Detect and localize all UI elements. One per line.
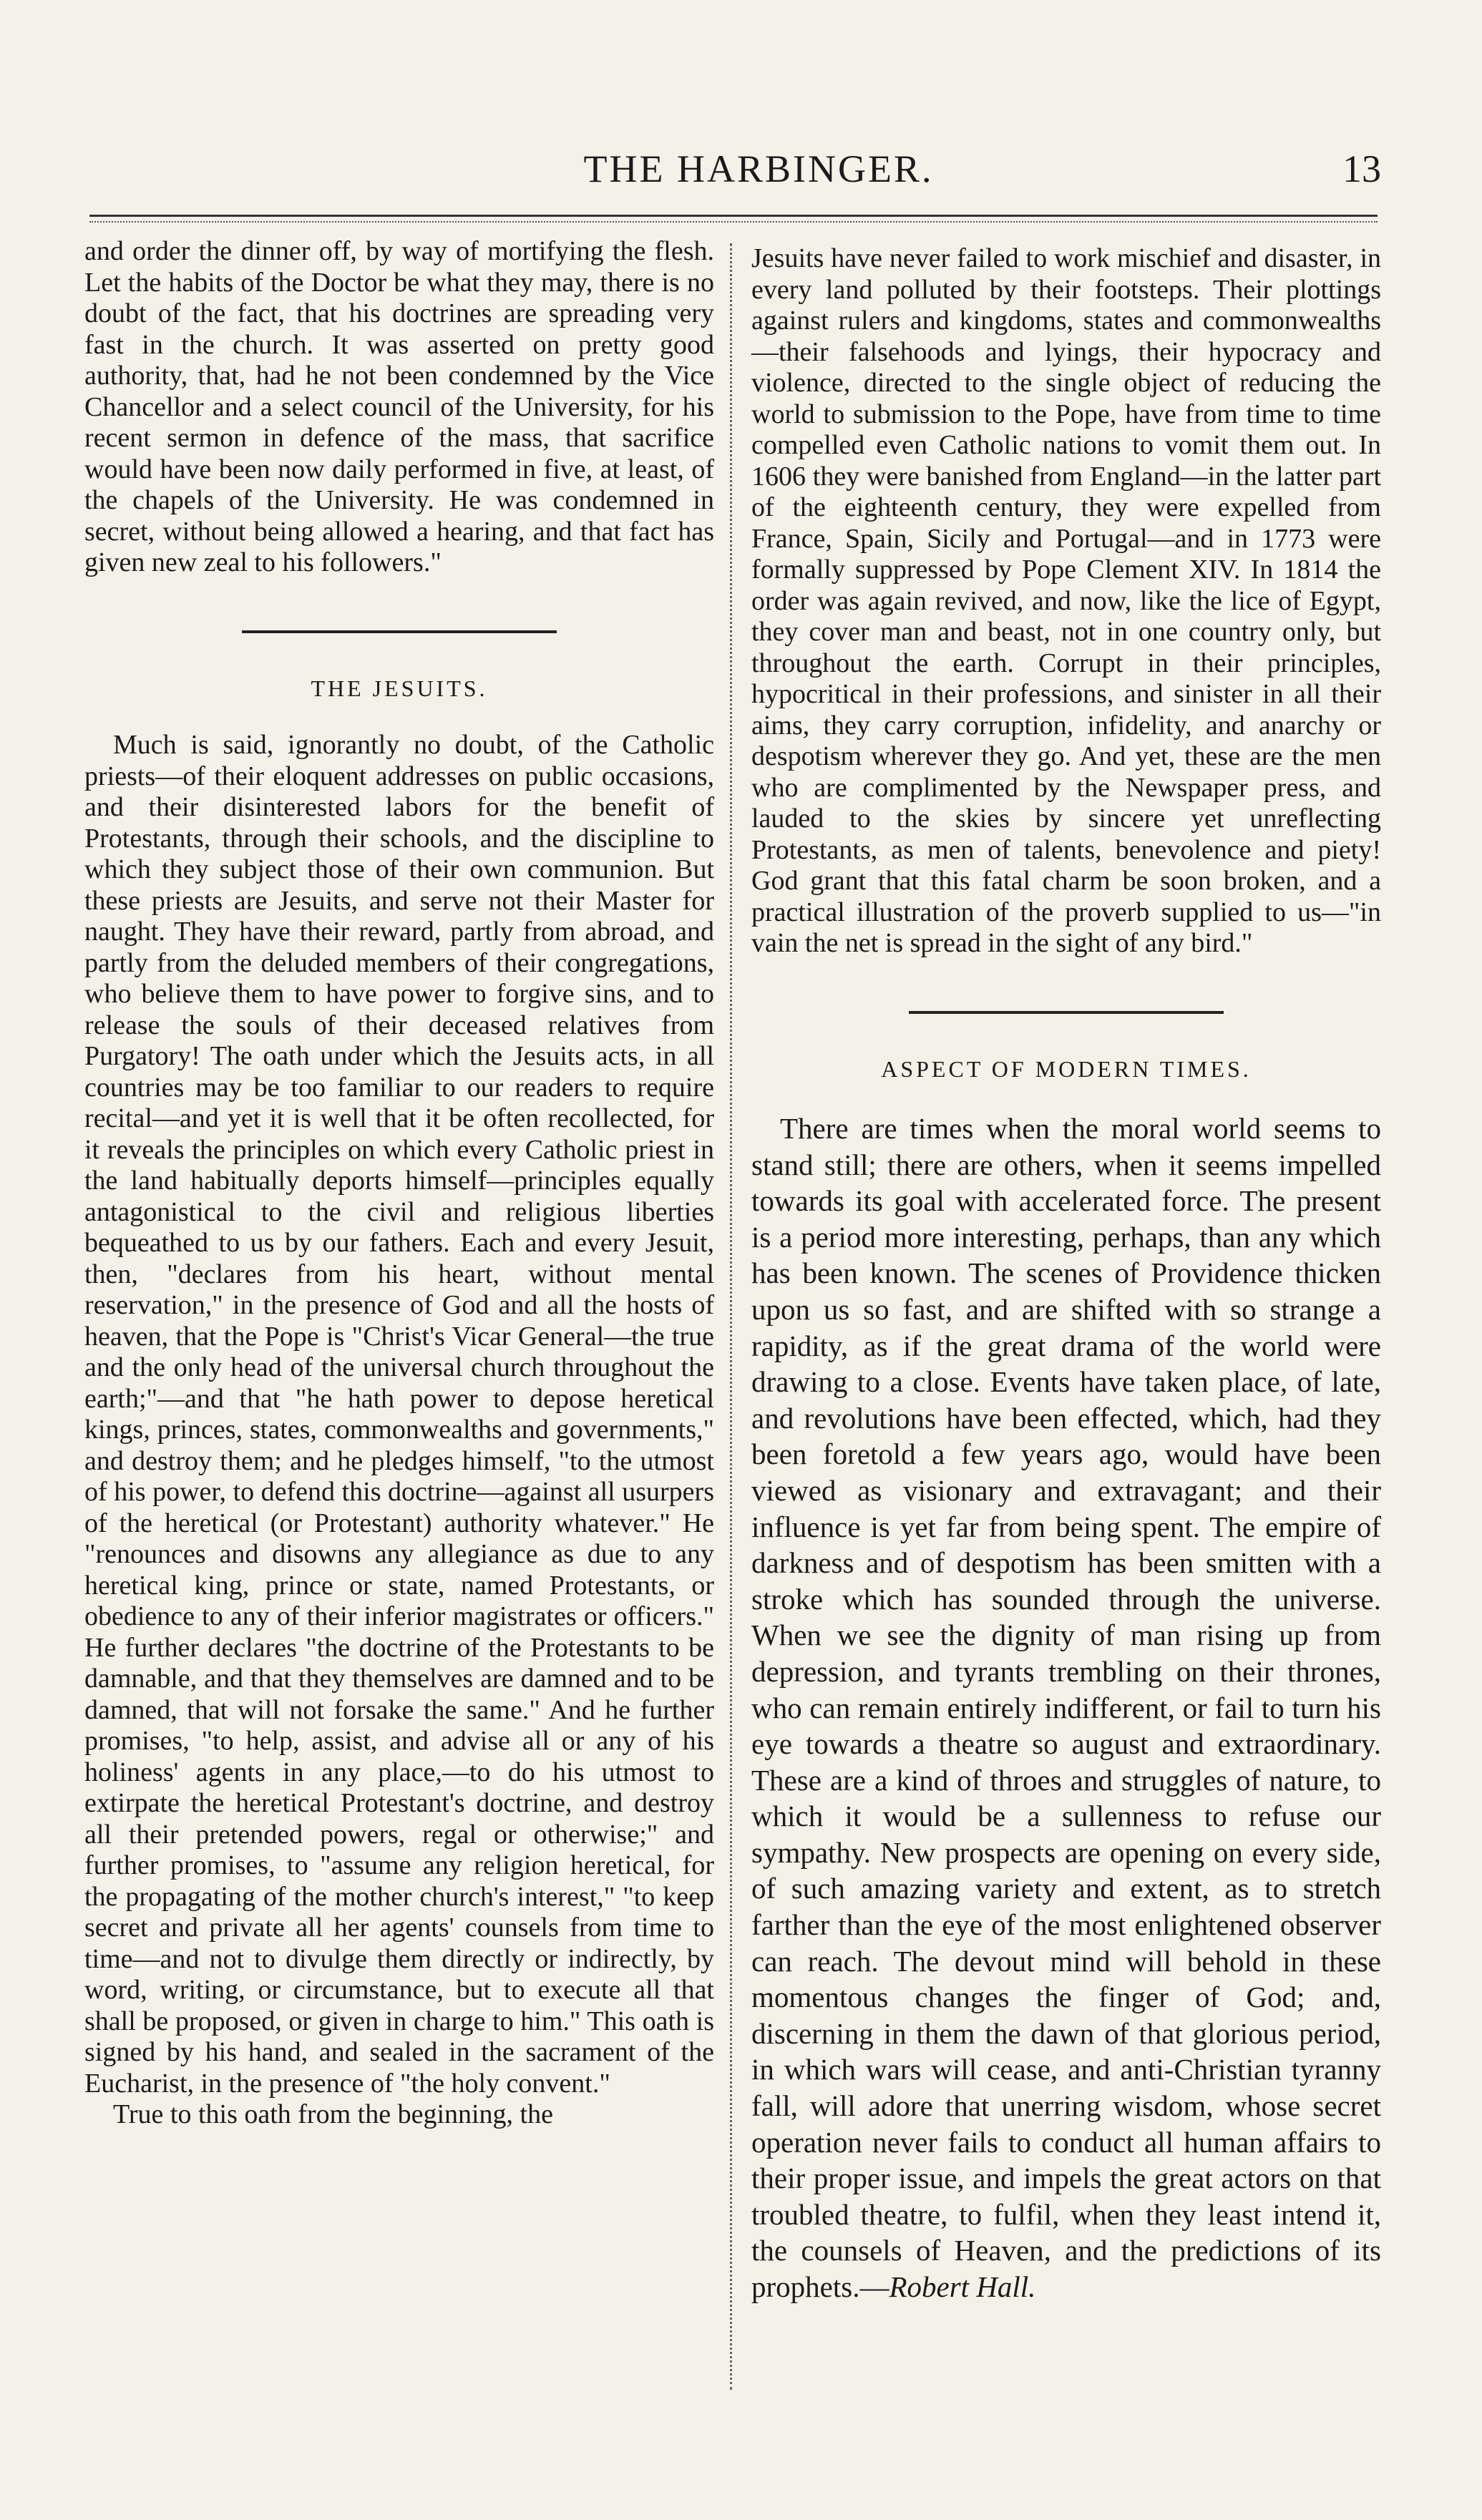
article-paragraph [751,1110,1381,2305]
section-separator [242,630,557,633]
right-column [751,243,1381,2305]
continued-paragraph: Jesuits have never failed to work mischief and disaster, in every land polluted by their footsteps. Their plottings against rulers and kingdoms, states and commonwealths—their falsehoods and lyings, their hypocracy and violence, directed to the single object of reducing the world to submission to the Pope, have from time to time compelled even Catholic nations to vomit them out. In 1606 they were banished from England—in the latter part of the eighteenth century, they were expelled from France, Spain, Sicily and Portugal—and in 1773 were formally suppressed by Pope Clement XIV. In 1814 the order was again revived, and now, like the lice of Egypt, they cover man and beast, not in one country only, but throughout the earth. Corrupt in their principles, hypocritical in their professions, and sinister in all their aims, they carry corruption, infidelity, and anarchy or despotism wherever they go. And yet, these are the men who are complimented by the Newspaper press, and lauded to the skies by sincere yet unreflecting Protestants, as men of talents, benevolence and piety! God grant that this fatal charm be soon broken, and a practical illustration of the proverb supplied to us—"in vain the net is spread in the sight of any bird." [751,243,1381,958]
continued-paragraph: and order the dinner off, by way of mortifying the flesh. Let the habits of the Doctor be what they may, there is no doubt of the fact, that his doctrines are spreading very fast in the church. It was asserted on pretty good authority, that, had he not been condemned by the Vice Chancellor and a select council of the University, for his recent sermon in defence of the mass, that sacrifice would have been now daily performed in five, at least, of the chapels of the University. He was condemned in secret, without being allowed a hearing, and that fact has given new zeal to his followers." [84,236,714,577]
article-paragraph: Much is said, ignorantly no doubt, of the Catholic priests—of their eloquent addresses on public occasions, and their disinterested labors for the benefit of Protestants, through their schools, and the discipline to which they subject those of their own communion. But these priests are Jesuits, and serve not their Master for naught. They have their reward, partly from abroad, and partly from the deluded members of their congregations, who believe them to have power to forgive sins, and to release the souls of their deceased relatives from Purgatory! The oath under which the Jesuits acts, in all countries may be too familiar to our readers to require recital—and yet it is well that it be often recollected, for it reveals the principles on which every Catholic priest in the land habitually deports himself—principles equally antagonistical to the civil and religious liberties bequeathed to us by our fathers. Each and every Jesuit, then, "declares from his heart, without mental reservation," in the presence of God and all the hosts of heaven, that the Pope is "Christ's Vicar General—the true and the only head of the universal church throughout the earth;"—and that "he hath power to depose heretical kings, princes, states, commonwealths and governments," and destroy them; and he pledges himself, "to the utmost of his power, to defend this doctrine—against all usurpers of the heretical (or Protestant) authority whatever." He "renounces and disowns any allegiance as due to any heretical king, prince or state, named Protestants, or obedience to any of their inferior magistrates or officers." He further declares "the doctrine of the Protestants to be damnable, and that they themselves are damned and to be damned, that will not forsake the same." And he further promises, "to help, assist, and advise all or any of his holiness' agents in any place,—to do his utmost to extirpate the heretical Protestant's doctrine, and destroy all their pretended powers, regal or otherwise;" and further promises, to "assume any religion heretical, for the propagating of the mother church's interest," "to keep secret and private all her agents' counsels from time to time—and not to divulge them directly or indirectly, by word, writing, or circumstance, but to execute all that shall be proposed, or given in charge to him." This oath is signed by his hand, and sealed in the sacrament of the Eucharist, in the presence of "the holy convent." [84,730,714,2099]
article-heading-aspect: ASPECT OF MODERN TIMES. [881,1055,1252,1082]
page-number: 13 [1342,147,1381,190]
article-body: There are times when the moral world seems to stand still; there are others, when it seems impelled towards its goal with accelerated force. The present is a period more interesting, perhaps, than any which has been known. The scenes of Providence thicken upon us so fast, and are shifted with so strange a rapidity, as if the great drama of the world were drawing to a close. Events have taken place, of late, and revolutions have been effected, which, had they been foretold a few years ago, would have been viewed as visionary and extravagant; and their influence is yet far from being spent. The empire of darkness and of despotism has been smitten with a stroke which has sounded through the universe. When we see the dignity of man rising up from depression, and tyrants trembling on their thrones, who can remain entirely indifferent, or fail to turn his eye towards a theatre so august and extraordinary. These are a kind of throes and struggles of nature, to which it would be a sullenness to refuse our sympathy. New prospects are opening on every side, of such amazing variety and extent, as to stretch farther than the eye of the most enlightened observer can reach. The devout mind will behold in these momentous changes the finger of God; and, discerning in them the dawn of that glorious period, in which wars will cease, and anti-Christian tyranny fall, will adore that unerring wisdom, whose secret operation never fails to conduct all human affairs to their proper issue, and impels the great actors on that troubled theatre, to fulfil, when they least intend it, the counsels of Heaven, and the predictions of its prophets.— [751,1112,1381,2303]
masthead-title: THE HARBINGER. [583,147,934,190]
author-attribution: Robert Hall. [889,2270,1036,2303]
header-rule [89,215,1378,223]
page-header [107,147,1381,197]
article-heading-jesuits: THE JESUITS. [311,675,488,701]
left-column [84,236,714,2131]
section-separator [909,1011,1224,1014]
article-paragraph: True to this oath from the beginning, the [113,2099,553,2129]
column-divider [730,243,735,2390]
